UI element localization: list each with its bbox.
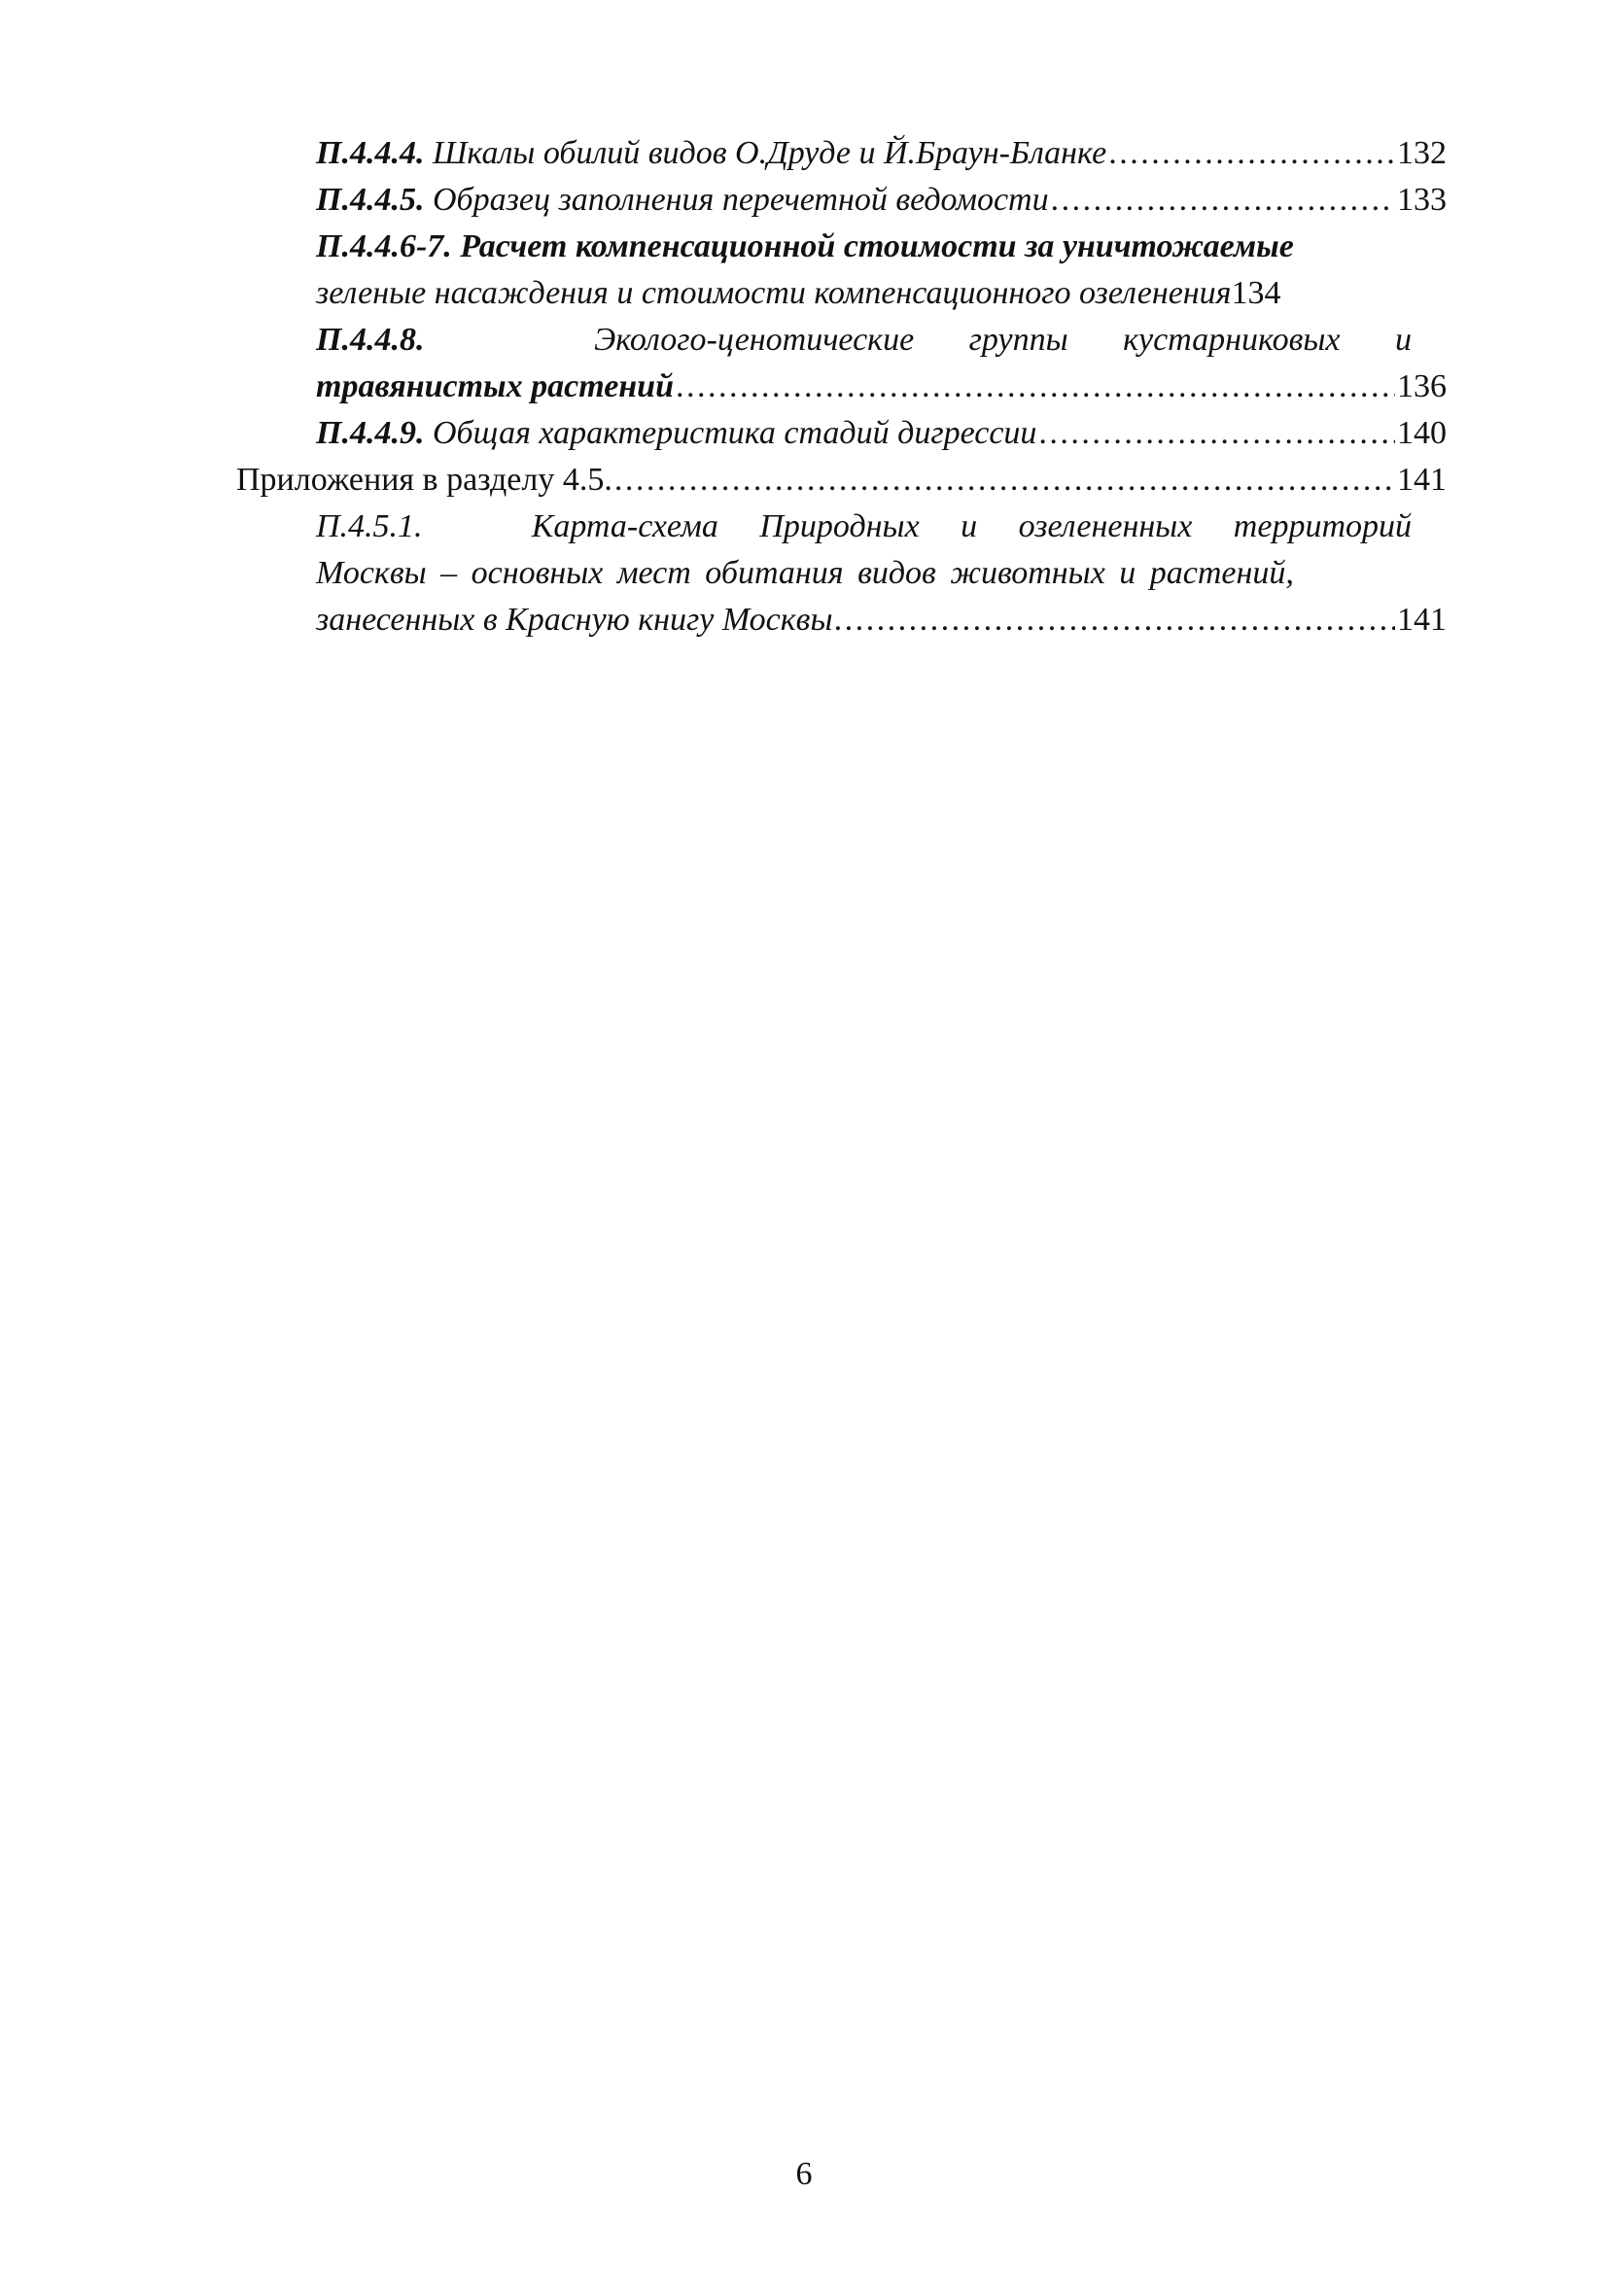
toc-entry-title-line2: Москвы – основных мест обитания видов животных и растений, xyxy=(316,555,1294,591)
toc-page-number: 133 xyxy=(1397,182,1447,218)
toc-page-number: 141 xyxy=(1397,602,1447,638)
dot-leader xyxy=(1038,410,1395,457)
toc-page-number: 132 xyxy=(1397,135,1447,171)
toc-page-number: 136 xyxy=(1397,368,1447,404)
toc-entry-title: Образец заполнения перечетной ведомости xyxy=(432,182,1049,218)
dot-leader xyxy=(1051,177,1395,224)
toc-entry-title-line1: Расчет компенсационной стоимости за уничтожаемые xyxy=(460,228,1294,264)
toc-entry-title: Шкалы обилий видов О.Друде и Й.Браун-Бланке xyxy=(432,135,1107,171)
toc-section-title: Приложения в разделу 4.5. xyxy=(236,462,612,498)
toc-page-number: 134 xyxy=(1231,275,1281,311)
toc-entry-code: П.4.4.4. xyxy=(316,135,425,171)
table-of-contents xyxy=(236,130,1447,644)
dot-leader xyxy=(834,597,1395,644)
page-number: 6 xyxy=(795,2156,813,2192)
toc-entry-p4-5-1 xyxy=(236,504,1447,644)
toc-entry-title-line1: Эколого-ценотические группы кустарниковых и xyxy=(594,322,1412,358)
toc-entry-p4-4-9 xyxy=(236,410,1447,457)
toc-page-number: 141 xyxy=(1397,462,1447,498)
toc-page-number: 140 xyxy=(1397,415,1447,451)
toc-section-4-5 xyxy=(236,457,1447,504)
toc-entry-code: П.4.4.9. xyxy=(316,415,425,451)
toc-entry-title-line2: травянистых растений xyxy=(316,368,674,404)
toc-entry-title-line2: зеленые насаждения и стоимости компенсационного озеленения xyxy=(316,275,1232,311)
toc-entry-p4-4-4 xyxy=(236,130,1447,177)
toc-entry-code: П.4.4.8. xyxy=(316,322,425,358)
toc-entry-code: П.4.4.6-7. xyxy=(316,228,452,264)
dot-leader xyxy=(1108,130,1395,177)
toc-entry-code: П.4.4.5. xyxy=(316,182,425,218)
toc-entry-title: Общая характеристика стадий дигрессии xyxy=(432,415,1037,451)
toc-entry-p4-4-6-7 xyxy=(236,224,1447,317)
toc-entry-code: П.4.5.1. xyxy=(316,508,423,544)
toc-entry-title-line3: занесенных в Красную книгу Москвы xyxy=(316,602,833,638)
toc-entry-p4-4-8 xyxy=(236,317,1447,410)
toc-entry-p4-4-5 xyxy=(236,177,1447,224)
dot-leader xyxy=(614,457,1395,504)
toc-entry-title-line1: Карта-схема Природных и озелененных территорий xyxy=(531,508,1412,544)
dot-leader xyxy=(676,364,1395,410)
